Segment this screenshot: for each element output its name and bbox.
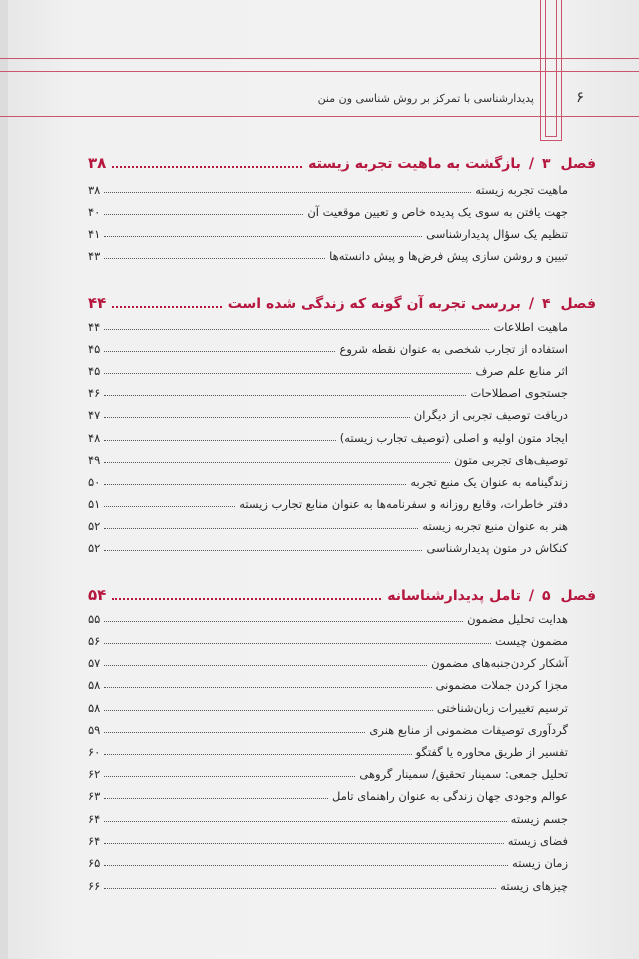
entry-page: ۴۱ — [88, 227, 101, 241]
toc-entry — [88, 761, 568, 781]
entry-title: مجزا کردن جملات مضمونی — [435, 678, 568, 692]
entry-page: ۴۸ — [88, 431, 101, 445]
chapter-label: فصل — [560, 588, 596, 604]
entry-page: ۴۵ — [88, 364, 101, 378]
leader-dots — [104, 888, 496, 889]
entry-title: ماهیت اطلاعات — [493, 320, 568, 334]
entry-title: ایجاد متون اولیه و اصلی (توصیف تجارب زیسته) — [339, 431, 568, 445]
leader-dots — [104, 550, 422, 551]
toc-entry — [88, 491, 568, 511]
entry-page: ۴۷ — [88, 408, 101, 422]
entry-title: تبیین و روشن سازی پیش فرض‌ها و پیش دانسته‌ها — [329, 249, 568, 263]
entry-page: ۶۰ — [88, 745, 101, 759]
leader-dots — [104, 329, 489, 330]
entry-title: زندگینامه به عنوان یک منبع تجربه — [410, 475, 568, 489]
leader-dots — [104, 236, 422, 237]
leader-dots — [104, 621, 463, 622]
entry-title: آشکار کردن‌جنبه‌های مضمون — [431, 656, 568, 670]
entry-title: فضای زیسته — [507, 834, 568, 848]
chapter-title: بررسی تجربه آن گونه که زندگی شده است — [227, 296, 521, 312]
leader-dots — [104, 258, 325, 259]
entry-title: تفسیر از طریق محاوره یا گفتگو — [415, 745, 568, 759]
entry-title: تنظیم یک سؤال پدیدارشناسی — [426, 227, 568, 241]
leader-dots — [104, 528, 418, 529]
chapter-separator: / — [528, 296, 534, 312]
toc-entry — [88, 783, 568, 803]
entry-page: ۵۸ — [88, 701, 101, 715]
entry-title: مضمون چیست — [495, 634, 568, 648]
entry-title: تحلیل جمعی: سمینار تحقیق/ سمینار گروهی — [359, 767, 568, 781]
leader-dots — [104, 462, 450, 463]
entry-title: جسم زیسته — [510, 812, 568, 826]
toc-entry — [88, 469, 568, 489]
leader-dots — [104, 754, 411, 755]
entry-page: ۶۴ — [88, 812, 101, 826]
leader-dots — [104, 798, 328, 799]
toc-entry — [88, 606, 568, 626]
chapter-label: فصل — [560, 296, 596, 312]
toc-entry — [88, 380, 568, 400]
chapter-title: بازگشت به ماهیت تجربه زیسته — [308, 156, 521, 172]
entry-title: دریافت توصیف تجربی از دیگران — [413, 408, 568, 422]
entry-page: ۴۳ — [88, 249, 101, 263]
toc-entry — [88, 695, 568, 715]
entry-title: چیزهای زیسته — [500, 879, 568, 893]
entry-page: ۶۲ — [88, 767, 101, 781]
entry-page: ۵۰ — [88, 475, 101, 489]
chapter-page: ۳۸ — [88, 154, 107, 172]
entry-title: جستجوی اصطلاحات — [470, 386, 568, 400]
entry-page: ۴۰ — [88, 205, 101, 219]
leader-dots — [112, 166, 302, 168]
entry-page: ۵۷ — [88, 656, 101, 670]
leader-dots — [104, 484, 406, 485]
leader-dots — [104, 506, 235, 507]
leader-dots — [112, 598, 381, 600]
chapter-number: ۳ — [541, 156, 551, 172]
chapter-label: فصل — [560, 156, 596, 172]
page-number: ۶ — [575, 88, 585, 106]
entry-page: ۴۹ — [88, 453, 101, 467]
leader-dots — [104, 643, 491, 644]
toc-entry — [88, 336, 568, 356]
entry-page: ۵۲ — [88, 519, 101, 533]
leader-dots — [104, 351, 335, 352]
toc-entry — [88, 873, 568, 893]
leader-dots — [104, 214, 303, 215]
leader-dots — [104, 417, 409, 418]
toc-entry — [88, 358, 568, 378]
entry-title: استفاده از تجارب شخصی به عنوان نقطه شروع — [339, 342, 568, 356]
entry-page: ۴۵ — [88, 342, 101, 356]
toc-entry — [88, 739, 568, 759]
toc-entry — [88, 425, 568, 445]
toc-entry — [88, 243, 568, 263]
toc-entry — [88, 447, 568, 467]
leader-dots — [104, 710, 432, 711]
leader-dots — [104, 373, 471, 374]
entry-page: ۳۸ — [88, 183, 101, 197]
entry-page: ۴۴ — [88, 320, 101, 334]
page-gutter — [0, 0, 8, 959]
entry-page: ۵۲ — [88, 541, 101, 555]
leader-dots — [104, 395, 466, 396]
toc-entry — [88, 402, 568, 422]
chapter-separator: / — [528, 588, 534, 604]
entry-page: ۴۶ — [88, 386, 101, 400]
chapter-page: ۴۴ — [88, 294, 107, 312]
toc-entry — [88, 672, 568, 692]
entry-title: دفتر خاطرات، وقایع روزانه و سفرنامه‌ها به عنوان منابع تجارب زیسته — [239, 497, 568, 511]
chapter-heading — [88, 150, 596, 172]
entry-title: ماهیت تجربه زیسته — [475, 183, 568, 197]
entry-page: ۶۴ — [88, 834, 101, 848]
leader-dots — [104, 440, 335, 441]
chapter-heading — [88, 290, 596, 312]
chapter-title: تامل پدیدارشناسانه — [387, 588, 521, 604]
chapter-heading — [88, 582, 596, 604]
toc-entry — [88, 717, 568, 737]
entry-page: ۶۶ — [88, 879, 101, 893]
leader-dots — [104, 843, 503, 844]
entry-page: ۵۵ — [88, 612, 101, 626]
toc-entry — [88, 535, 568, 555]
entry-title: توصیف‌های تجربی متون — [454, 453, 568, 467]
entry-title: هدایت تحلیل مضمون — [467, 612, 568, 626]
entry-page: ۶۵ — [88, 856, 101, 870]
toc-entry — [88, 828, 568, 848]
entry-title: گردآوری توصیفات مضمونی از منابع هنری — [369, 723, 568, 737]
leader-dots — [104, 687, 431, 688]
chapter-separator: / — [528, 156, 534, 172]
chapter-number: ۴ — [541, 296, 551, 312]
entry-page: ۵۱ — [88, 497, 101, 511]
entry-title: عوالم وجودی جهان زندگی به عنوان راهنمای تامل — [332, 789, 568, 803]
leader-dots — [104, 732, 365, 733]
entry-page: ۵۹ — [88, 723, 101, 737]
entry-page: ۶۳ — [88, 789, 101, 803]
toc-entry — [88, 177, 568, 197]
toc-entry — [88, 628, 568, 648]
entry-page: ۵۸ — [88, 678, 101, 692]
chapter-page: ۵۴ — [88, 586, 107, 604]
running-title: پدیدارشناسی با تمرکز بر روش شناسی ون منن — [317, 92, 534, 105]
toc-entry — [88, 199, 568, 219]
leader-dots — [104, 865, 508, 866]
leader-dots — [104, 821, 506, 822]
toc-entry — [88, 850, 568, 870]
toc-entry — [88, 650, 568, 670]
entry-page: ۵۶ — [88, 634, 101, 648]
entry-title: جهت یافتن به سوی یک پدیده خاص و تعیین موقعیت آن — [307, 205, 568, 219]
toc-entry — [88, 806, 568, 826]
entry-title: زمان زیسته — [512, 856, 568, 870]
header-tab-inner — [545, 0, 557, 137]
leader-dots — [112, 306, 221, 308]
entry-title: کنکاش در متون پدیدارشناسی — [426, 541, 568, 555]
entry-title: اثر منابع علم صرف — [475, 364, 568, 378]
entry-title: ترسیم تغییرات زبان‌شناختی — [436, 701, 568, 715]
chapter-number: ۵ — [541, 588, 551, 604]
leader-dots — [104, 665, 427, 666]
leader-dots — [104, 776, 355, 777]
toc-entry — [88, 221, 568, 241]
toc-entry — [88, 314, 568, 334]
toc-entry — [88, 513, 568, 533]
entry-title: هنر به عنوان منبع تجربه زیسته — [422, 519, 568, 533]
leader-dots — [104, 192, 471, 193]
